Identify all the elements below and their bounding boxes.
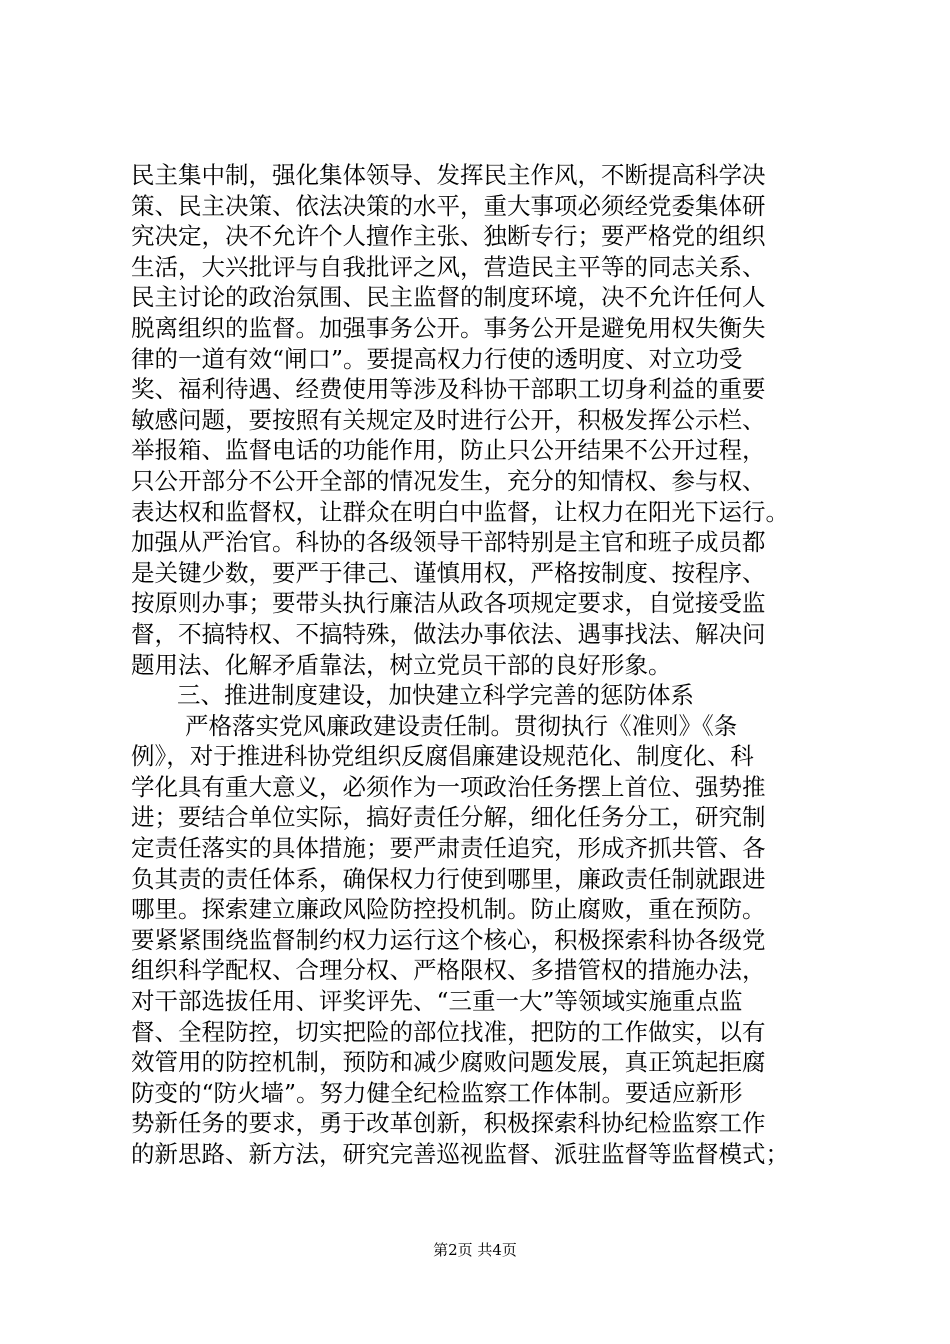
text-line: 定责任落实的具体措施；要严肃责任追究，形成齐抓共管、各 [131,834,766,863]
text-line: 哪里。探索建立廉政风险防控投机制。防止腐败，重在预防。 [131,895,766,924]
text-line: 按原则办事；要带头执行廉洁从政各项规定要求，自觉接受监 [131,589,766,618]
text-line: 奖、福利待遇、经费使用等涉及科协干部职工切身利益的重要 [131,375,766,404]
text-line: 民主讨论的政治氛围、民主监督的制度环境，决不允许任何人 [131,283,766,312]
text-line: 对干部选拔任用、评奖评先、“三重一大”等领域实施重点监 [131,987,743,1016]
text-line: 是关键少数，要严于律己、谨慎用权，严格按制度、按程序、 [131,558,766,587]
text-line: 举报箱、监督电话的功能作用，防止只公开结果不公开过程， [131,436,766,465]
text-line: 脱离组织的监督。加强事务公开。事务公开是避免用权失衡失 [131,313,766,342]
text-line: 生活，大兴批评与自我批评之风，营造民主平等的同志关系、 [131,252,766,281]
page-number: 第2页 共4页 [433,1241,517,1259]
text-line: 督、全程防控，切实把险的部位找准，把防的工作做实，以有 [131,1017,766,1046]
text-line: 要紧紧围绕监督制约权力运行这个核心，积极探索科协各级党 [131,925,766,954]
text-line: 防变的“防火墙”。努力健全纪检监察工作体制。要适应新形 [131,1078,743,1107]
text-line: 策、民主决策、依法决策的水平，重大事项必须经党委集体研 [131,191,766,220]
text-line: 究决定，决不允许个人擅作主张、独断专行；要严格党的组织 [131,222,766,251]
text-line: 民主集中制，强化集体领导、发挥民主作风，不断提高科学决 [131,161,766,189]
text-line: 律的一道有效“闸口”。要提高权力行使的透明度、对立功受 [131,344,743,373]
text-line: 组织科学配权、合理分权、严格限权、多措管权的措施办法， [131,956,766,985]
text-line: 的新思路、新方法，研究完善巡视监督、派驻监督等监督模式； [131,1140,789,1168]
paragraph-first-line: 严格落实党风廉政建设责任制。贯彻执行《准则》《条 [185,711,738,740]
document-body [131,160,851,1170]
text-line: 题用法、化解矛盾靠法，树立党员干部的良好形象。 [131,650,672,679]
text-line: 进；要结合单位实际，搞好责任分解，细化任务分工，研究制 [131,803,766,832]
text-line: 学化具有重大意义，必须作为一项政治任务摆上首位、强势推 [131,772,766,801]
section-heading: 三、推进制度建设，加快建立科学完善的惩防体系 [177,681,694,710]
text-line: 势新任务的要求，勇于改革创新，积极探索科协纪检监察工作 [131,1109,766,1138]
text-line: 效管用的防控机制，预防和减少腐败问题发展，真正筑起拒腐 [131,1048,766,1077]
text-line: 表达权和监督权，让群众在明白中监督，让权力在阳光下运行。 [131,497,789,526]
text-line: 加强从严治官。科协的各级领导干部特别是主官和班子成员都 [131,528,766,557]
text-line: 只公开部分不公开全部的情况发生，充分的知情权、参与权、 [131,466,766,495]
page-footer [0,1240,950,1260]
text-line: 敏感问题，要按照有关规定及时进行公开，积极发挥公示栏、 [131,405,766,434]
text-line: 负其责的责任体系，确保权力行使到哪里，廉政责任制就跟进 [131,864,766,893]
text-line: 督，不搞特权、不搞特殊，做法办事依法、遇事找法、解决问 [131,619,766,648]
text-line: 例》，对于推进科协党组织反腐倡廉建设规范化、制度化、科 [131,742,754,771]
